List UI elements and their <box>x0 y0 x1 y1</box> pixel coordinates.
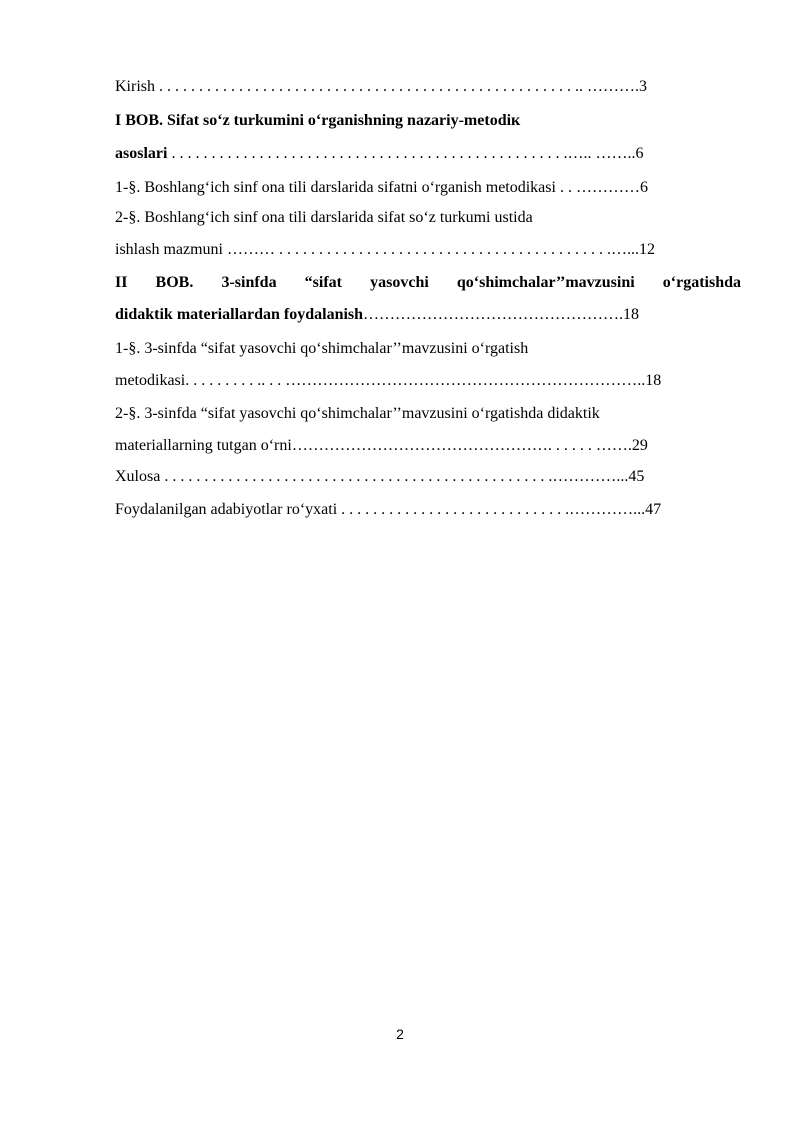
toc-chapter-1-title-end: asoslari <box>115 145 168 162</box>
toc-chapter-2-leader: ………………………………………….18 <box>363 306 640 323</box>
toc-entry-chapter-2-line2 <box>115 305 741 325</box>
toc-chapter-1-leader: . . . . . . . . . . . . . . . . . . . . . . . . . . . . . . . . . . . . . . . . . . . . . . . . . .….. ……..6 <box>167 145 644 162</box>
page-number: 2 <box>396 1026 404 1042</box>
toc-entry-section-1-1: 1-§. Boshlang‘ich sinf ona tili darslarida sifatni o‘rganish metodikasi . . …………6 <box>115 179 648 196</box>
toc-entry-section-2-1-line1: 1-§. 3-sinfda “sifat yasovchi qo‘shimchalar’’mavzusini o‘rgatish <box>115 340 529 357</box>
toc-entry-adabiyotlar: Foydalanilgan adabiyotlar ro‘yxati . . . . . . . . . . . . . . . . . . . . . . . . . . . . .…………...47 <box>115 501 662 518</box>
toc-entry-section-2-2-line1: 2-§. 3-sinfda “sifat yasovchi qo‘shimchalar’’mavzusini o‘rgatishda didaktik <box>115 405 600 422</box>
toc-chapter-2-title-end: didaktik materiallardan foydalanish <box>115 306 364 323</box>
toc-entry-kirish: Kirish . . . . . . . . . . . . . . . . . . . . . . . . . . . . . . . . . . . . . . . . . . . . . . . . . . . . .. ……….3 <box>115 78 647 95</box>
toc-entry-chapter-1-title: I BOB. Sifat so‘z turkumini o‘rganishning nazariy-metodiк <box>115 112 521 129</box>
toc-entry-section-2-1-line2: metodikasi. . . . . . . . . .. . . …………………………………………………………..18 <box>115 372 662 389</box>
toc-entry-xulosa: Xulosa . . . . . . . . . . . . . . . . . . . . . . . . . . . . . . . . . . . . . . . . . . . . . . . . .…………...45 <box>115 468 645 485</box>
toc-entry-section-2-2-line2: materiallarning tutgan o‘rni…………………………………………. . . . . . …….29 <box>115 437 648 454</box>
toc-entry-section-1-2-line1: 2-§. Boshlang‘ich sinf ona tili darslarida sifat so‘z turkumi ustida <box>115 209 533 226</box>
toc-entry-chapter-1-continued <box>115 144 741 164</box>
toc-entry-chapter-2-line1: II BOB. 3-sinfda “sifat yasovchi qo‘shimchalar’’mavzusini o‘rgatishda <box>115 274 741 291</box>
toc-entry-section-1-2-line2: ishlash mazmuni ……… . . . . . . . . . . . . . . . . . . . . . . . . . . . . . . . . . . . . . . . . . .…...12 <box>115 241 655 258</box>
